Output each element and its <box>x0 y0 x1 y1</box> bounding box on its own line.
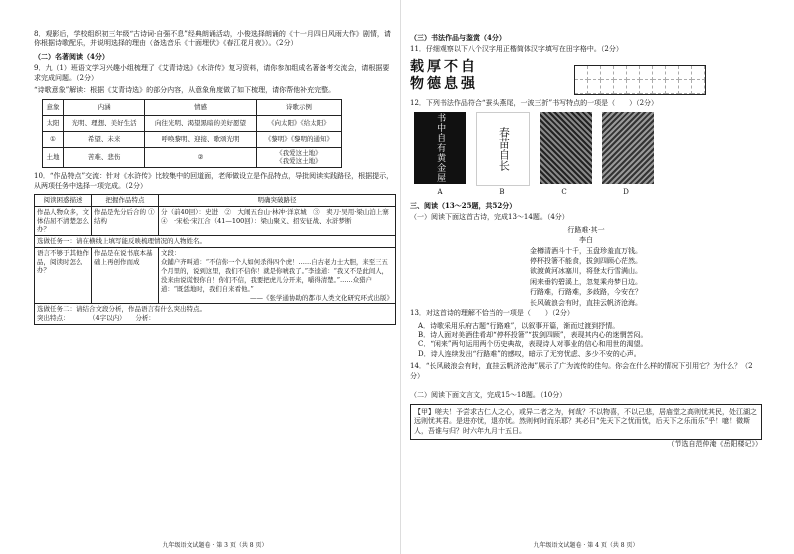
excerpt-cell <box>159 247 396 303</box>
table-header: 诗歌示例 <box>256 99 341 115</box>
table-row <box>35 206 396 235</box>
question-10-intro: 10．“作品特点”交流：针对《水浒传》比较集中的回道面，老师做设立是作品特点，导批阅读实践路径，根据提示，从两项任务中选择一项完成。（2分） <box>34 172 394 190</box>
table-cell: 作品人物众多，文体佶屈不清楚怎么办？ <box>35 206 92 235</box>
table-cell: 向往光明、渴望黑暗的美好愿望 <box>145 115 257 131</box>
option: A．诗歌采用乐府古题“行路难”，以叙事开篇，渐而过渡到抒情。 <box>418 321 620 330</box>
question-9-task: “诗歌意象”解读：根据《艾青诗选》的部分内容，从意象角度做了如下梳理，请你帮他补充完整。 <box>34 86 336 95</box>
page-footer-right: 九年级语文试题卷 · 第 4 页（共 8 页） <box>533 541 639 549</box>
option-label: D <box>623 188 629 197</box>
sample-b-image: 春苗自长 <box>476 112 530 186</box>
passage-text: 【甲】嗟夫！予尝求古仁人之心，或异二者之为，何哉？不以物喜，不以己悲，居庙堂之高则忧其民，处江湖之远则忧其君。是进亦忧，退亦忧。然则何时而乐耶？其必曰“先天下之忧而忧，后天下之乐而乐”乎！噫！微斯人，吾谁与归？时六年九月十五日。 <box>414 407 757 435</box>
page-footer-left: 九年级语文试题卷 · 第 3 页（共 8 页） <box>162 541 268 549</box>
calligraphy-samples <box>414 112 762 186</box>
section-heading: 三、阅读（13～25题，共52分） <box>410 200 517 210</box>
passage-source: （节选自范仲淹《岳阳楼记》） <box>667 439 762 448</box>
table-cell: 《向太阳》《给太阳》 <box>256 115 341 131</box>
table-header: 阅读困惑描述 <box>35 195 92 207</box>
table-header: 内涵 <box>63 99 144 115</box>
table-cell: 呼唤黎明、迎接、歌颂光明 <box>145 131 257 147</box>
sample-c-image <box>540 112 592 184</box>
calligraphy-block <box>410 59 762 95</box>
excerpt-source: ——《张学通协助的都市人类文化研究环式出版》 <box>250 293 393 302</box>
sample-d-image <box>602 112 654 184</box>
poem-line: 金樽清酒斗十千，玉盘珍羞直万钱。 <box>530 246 642 255</box>
option-label: B <box>499 188 505 197</box>
poem-line: 欲渡黄河冰塞川，将登太行雪满山。 <box>530 267 642 276</box>
classical-passage <box>410 404 762 440</box>
section-heading: （二）名著阅读（4分） <box>34 51 109 61</box>
table-cell: 分（前40回）：史进 ② 大闹五台山·林冲·洋京城 ③ 卖刀·吴用·梁山泊上寨 ④ ·宋松·宋江合（41—100回）：梁山聚义、招安征战、水浒梦断 <box>159 206 396 235</box>
poem-line: 行路难，行路难，多歧路，今安在？ <box>530 288 642 297</box>
poem-author: 李白 <box>579 236 593 245</box>
table-header: 把握作品特点 <box>92 195 159 207</box>
table-row <box>43 131 342 147</box>
question-12: 12．下列书法作品符合“蚕头燕尾，一波三折”书写特点的一项是（ ）（2分） <box>410 98 659 107</box>
poem <box>410 226 762 309</box>
table-cell: 作品是在说书底本基础上再创作而成 <box>92 247 159 303</box>
table-cell: 《黎明》《黎明的通知》 <box>256 131 341 147</box>
excerpt-label: 文段： <box>161 248 181 257</box>
table-row <box>43 147 342 168</box>
poem-title: 行路难·其一 <box>567 225 605 234</box>
table-row <box>35 247 396 303</box>
calligraphy-line: 物德息强 <box>410 76 478 93</box>
table-header: 明确突破路径 <box>159 195 396 207</box>
table-header: 情感 <box>145 99 257 115</box>
task-2 <box>35 304 396 325</box>
table-cell: 语言不够于其他作品，阅读时怎么办？ <box>35 247 92 303</box>
table-cell: 《我爱这土地》 《我爱这土地》 <box>256 147 341 168</box>
poem-line: 闲来垂钓碧溪上，忽复乘舟梦日边。 <box>530 277 642 286</box>
table-row <box>35 236 396 248</box>
table-row <box>35 304 396 325</box>
subsection-heading: （一）阅读下面这首古诗，完成13～14题。（4分） <box>410 213 569 222</box>
page-fold <box>400 0 401 554</box>
section-heading: （三）书法作品与鉴赏（4分） <box>410 33 506 42</box>
answer-blank[interactable]: 突出特点： （4字以内） 分析： <box>37 314 155 323</box>
table-cell: 光明、理想、美好生活 <box>63 115 144 131</box>
table-cell: 土地 <box>43 147 64 168</box>
table-row <box>43 115 342 131</box>
table-cell: 苦难、悲伤 <box>63 147 144 168</box>
table-header: 意象 <box>43 99 64 115</box>
sample-a-image: 书中自有黄金屋 <box>414 112 466 184</box>
left-page <box>34 30 396 530</box>
task-2-text: 选做任务二：请结合文段分析，作品语言有什么突出特点。 <box>37 305 206 314</box>
option-label: A <box>437 188 443 197</box>
question-8: 8．观影后，学校组织初三年级“古诗词·自强不息”经典朗诵活动，小俊选择朗诵的《十一月四日风雨大作》剧情，请你根据诗歌配乐，并说明选择的理由（备选音乐《十面埋伏》《春江花月夜》）。（2分） <box>34 30 391 48</box>
option: C．“闲来”两句运用两个历史典故，表现诗人对事业的信心和用世的渴望。 <box>418 340 648 349</box>
question-9-intro: 9．九（1）班语文学习兴趣小组梳理了《艾青诗选》《水浒传》复习资料，请你参加组成名著备考交流会，请根据要求完成问题。（2分） <box>34 64 390 82</box>
option: D．诗人连续发出“行路难”的感叹，暗示了无穷忧虑、多少不安的心声。 <box>418 349 641 358</box>
question-11: 11．仔细观察以下八个汉字用正楷简体汉字填写在田字格中。（2分） <box>410 45 623 54</box>
task-1: 选做任务一：请在横线上填写能反映梳理情况的人物姓名。 <box>35 236 396 248</box>
excerpt-text: 众鋪户齐叫道：“不信你一个人如何杀得四个虎！……自古老力士大胆，来至三五个月里的，说到这里，我们不信你！就是你唬我了。”李逵道：“我又不是此间人，没来由说谎恨你自！你们不信，我要把虎儿分开来，嚼得清楚。”……众猎户道：“既恁地时，我们自来看他。” <box>161 257 389 293</box>
poem-line: 长风破浪会有时，直挂云帆济沧海。 <box>530 298 642 307</box>
answer-blank[interactable]: ① <box>43 131 64 147</box>
option-label: C <box>561 188 567 197</box>
sample-labels <box>414 188 762 197</box>
answer-blank[interactable]: ② <box>145 147 257 168</box>
imagery-table <box>42 99 342 169</box>
calligraphy-image <box>410 59 560 94</box>
table-cell: 作品是先分后合的 ① 结构 <box>92 206 159 235</box>
subsection-heading: （二）阅读下面文言文，完成15～18题。（10分） <box>410 391 567 400</box>
right-page <box>410 30 762 530</box>
writing-grid[interactable] <box>574 65 706 95</box>
poem-line: 停杯投箸不能食，拔剑四顾心茫然。 <box>530 256 642 265</box>
table-cell: 太阳 <box>43 115 64 131</box>
option: B．诗人面对美酒佳肴却“停杯投箸”“拔剑四顾”，表现其内心的迷惘苦闷。 <box>418 331 648 339</box>
question-13: 13．对这首诗的理解不恰当的一项是（ ）（2分） <box>410 309 574 318</box>
calligraphy-line: 载厚不自 <box>410 58 478 75</box>
table-cell: 希望、未来 <box>63 131 144 147</box>
reading-path-table <box>34 194 396 325</box>
question-14: 14．“长风破浪会有时，直挂云帆济沧海”展示了广为流传的佳句。你会在什么样的情况下引用它？为什么？（2分） <box>410 362 753 380</box>
